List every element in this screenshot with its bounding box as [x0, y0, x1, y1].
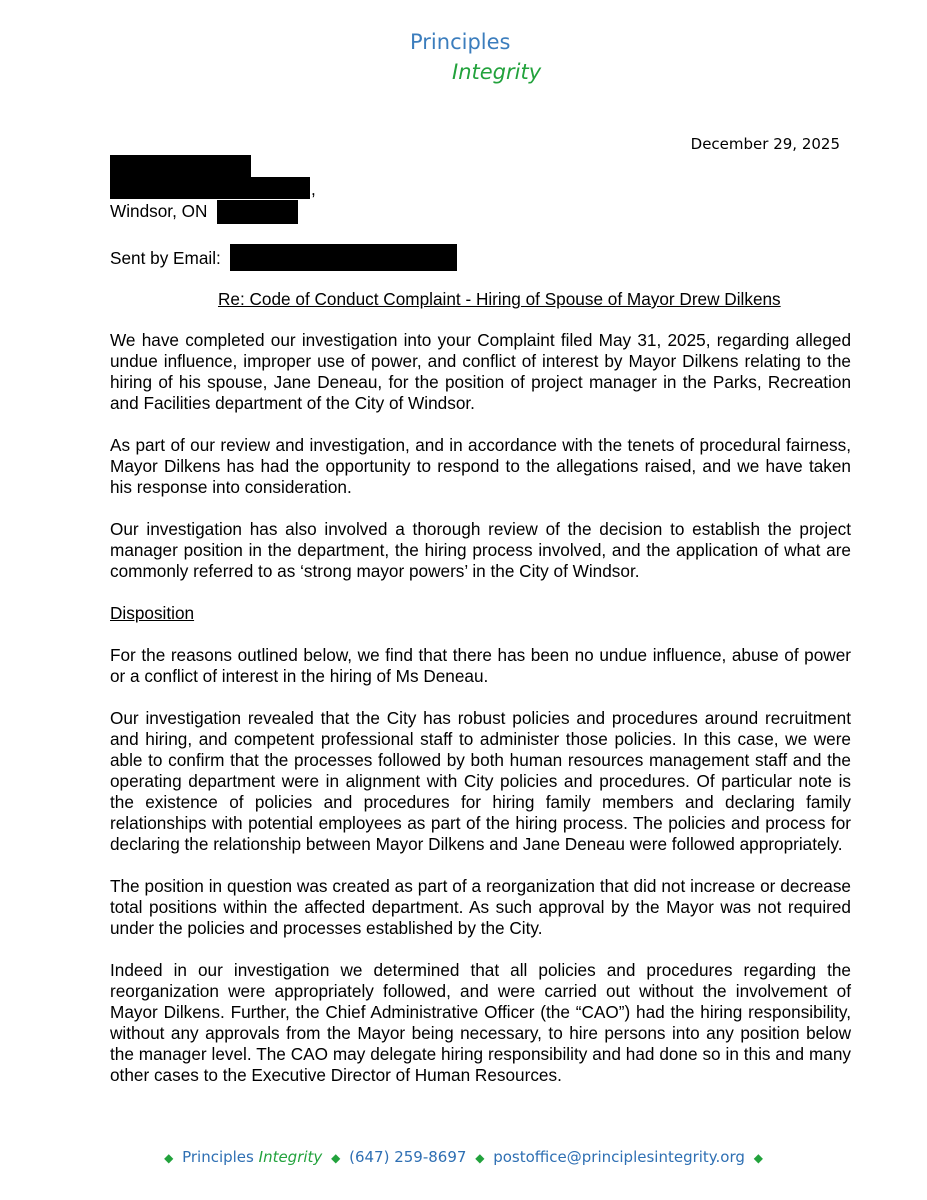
paragraph: The position in question was created as part of a reorganization that did not increase or decrease total positions within the affected department. As such approval by the Mayor was not required under the policies and processes established by the City. — [110, 876, 851, 938]
footer-name-principles: Principles — [182, 1148, 254, 1166]
address-comma: , — [311, 179, 316, 199]
redaction-email — [230, 244, 457, 271]
redaction-name — [110, 155, 251, 177]
sent-by-email-label: Sent by Email: — [110, 248, 221, 268]
paragraph: For the reasons outlined below, we find that there has been no undue influence, abuse of power or a conflict of interest in the hiring of Ms Deneau. — [110, 645, 851, 686]
paragraph: Indeed in our investigation we determined that all policies and procedures regarding the reorganization were appropriately followed, and were carried out without the involvement of Mayor Dilkens. Further, the Chief Administrative Officer (the “CAO”) had the hiring responsibility, without any approvals from the Mayor being necessary, to hire persons into any position below the manager level. The CAO may delegate hiring responsibility and had done so in this and many other cases to the Executive Director of Human Resources. — [110, 960, 851, 1085]
diamond-icon: ◆ — [475, 1151, 485, 1165]
footer-name-integrity: Integrity — [258, 1148, 323, 1166]
subject-line: Re: Code of Conduct Complaint - Hiring of Spouse of Mayor Drew Dilkens — [218, 289, 781, 309]
redaction-postal-code — [217, 200, 298, 224]
redaction-street — [110, 177, 310, 199]
paragraph: As part of our review and investigation, and in accordance with the tenets of procedural fairness, Mayor Dilkens has had the opportunity to respond to the allegations raised, and we have taken his response into consideration. — [110, 435, 851, 497]
diamond-icon: ◆ — [331, 1151, 341, 1165]
address-city-line: Windsor, ON — [110, 201, 208, 221]
footer-phone: (647) 259-8697 — [349, 1148, 467, 1166]
logo-integrity: Integrity — [452, 60, 542, 84]
diamond-icon: ◆ — [164, 1151, 174, 1165]
letter-date: December 29, 2025 — [690, 135, 840, 153]
logo-principles: Principles — [410, 30, 511, 54]
letter-footer — [0, 1148, 927, 1166]
paragraph: Our investigation revealed that the City has robust policies and procedures around recruitment and hiring, and competent professional staff to administer those policies. In this case, we were able to confirm that the processes followed by both human resources management staff and the operating department were in alignment with City policies and procedures. Of particular note is the existence of policies and procedures for hiring family members and declaring family relationships with potential employees as part of the hiring process. The policies and process for declaring the relationship between Mayor Dilkens and Jane Deneau were followed appropriately. — [110, 708, 851, 854]
letter-body — [110, 330, 851, 1107]
paragraph: We have completed our investigation into your Complaint filed May 31, 2025, regarding alleged undue influence, improper use of power, and conflict of interest by Mayor Dilkens relating to the hiring of his spouse, Jane Deneau, for the position of project manager in the Parks, Recreation and Facilities department of the City of Windsor. — [110, 330, 851, 413]
disposition-heading: Disposition — [110, 603, 195, 623]
footer-email[interactable]: postoffice@principlesintegrity.org — [493, 1148, 745, 1166]
diamond-icon: ◆ — [753, 1151, 763, 1165]
paragraph: Our investigation has also involved a thorough review of the decision to establish the project manager position in the department, the hiring process involved, and the application of what are commonly referred to as ‘strong mayor powers’ in the City of Windsor. — [110, 519, 851, 581]
